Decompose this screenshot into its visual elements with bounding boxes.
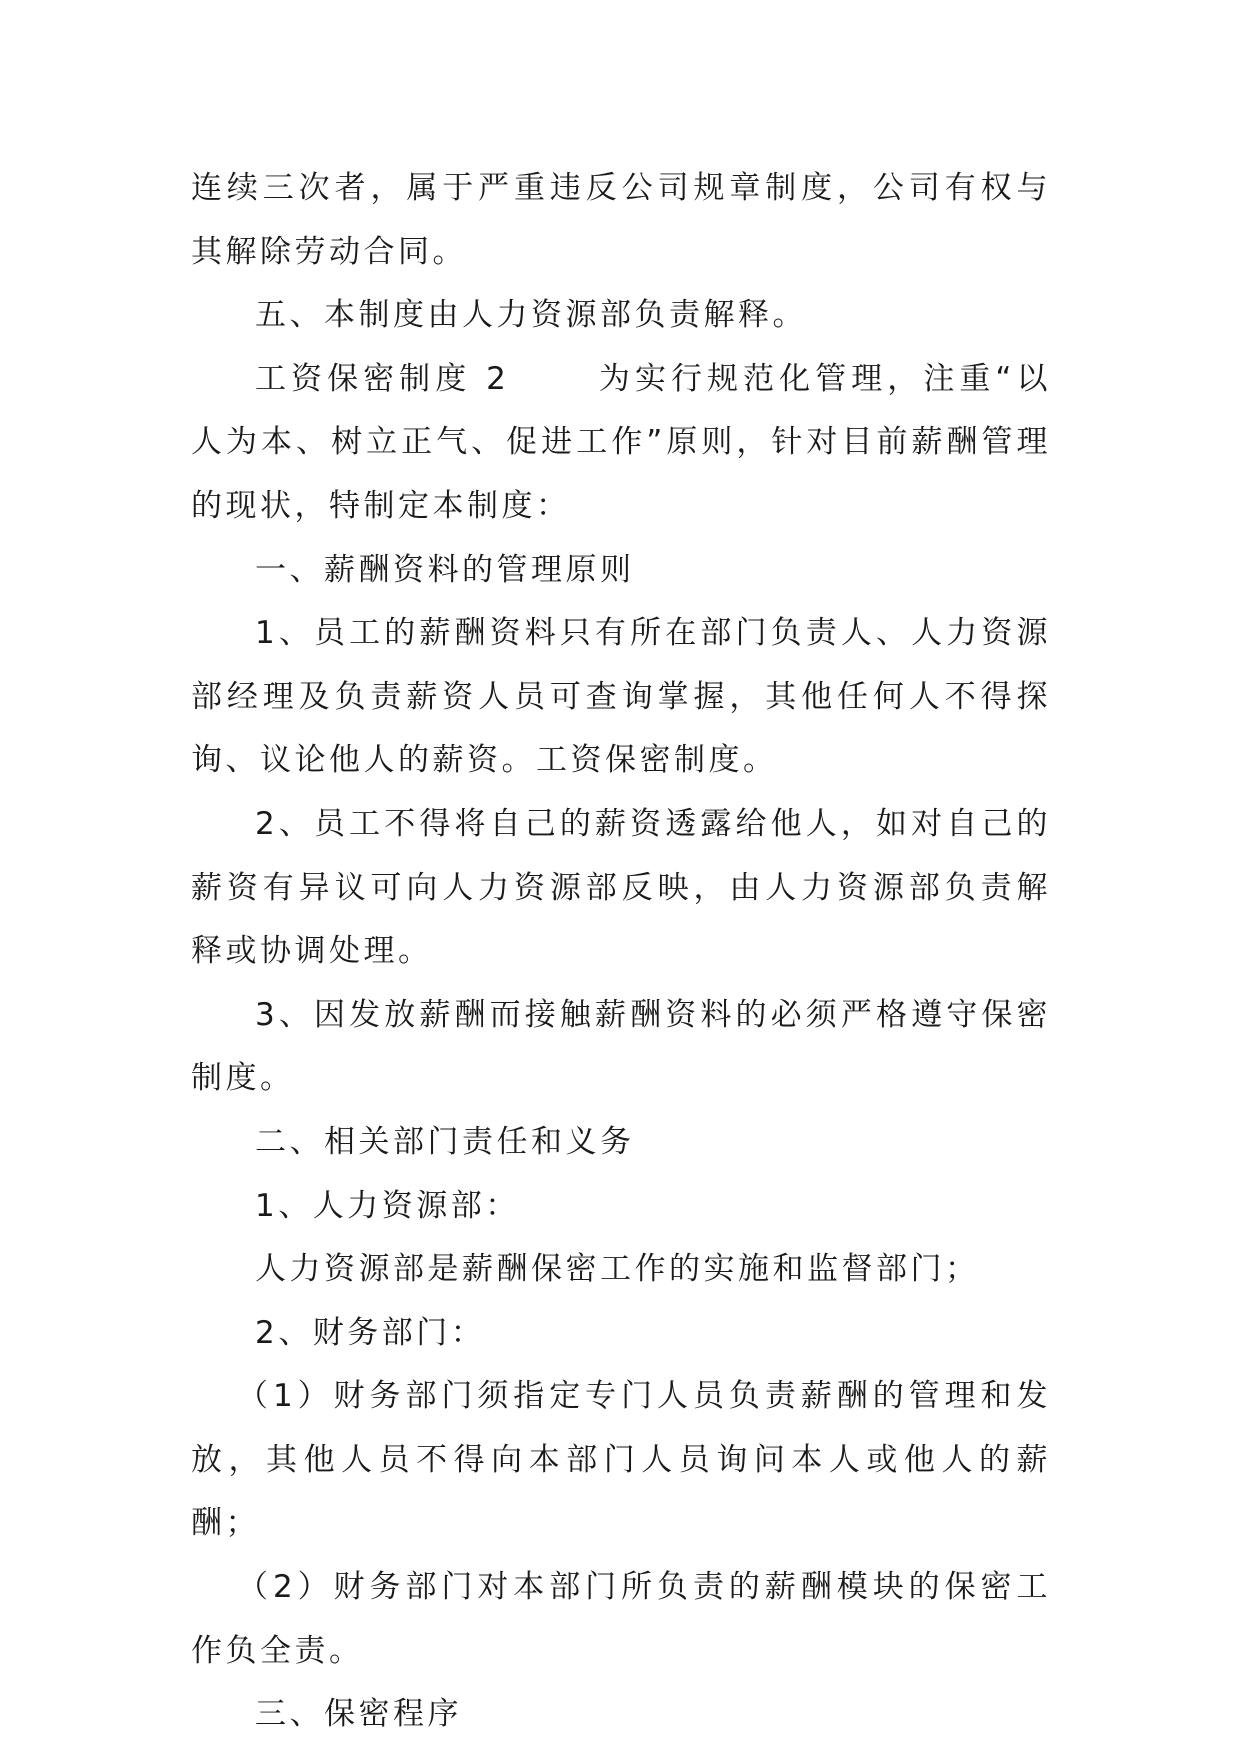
paragraph-intro [191, 348, 1051, 539]
paragraph-hr-role: 人力资源部是薪酬保密工作的实施和监督部门； [255, 1251, 980, 1288]
heading-responsibilities: 二、相关部门责任和义务 [255, 1123, 635, 1160]
paragraph-continuation: 连续三次者，属于严重违反公司规章制度，公司有权与其解除劳动合同。 [191, 170, 1051, 270]
paragraph-interpretation: 五、本制度由人力资源部负责解释。 [255, 297, 807, 334]
section-title: 工资保密制度 2 [255, 360, 510, 397]
intro-text: 为实行规范化管理，注重“以人为本、树立正气、促进工作”原则，针对目前薪酬管理的现状，特制定本制度： [191, 360, 1052, 524]
paragraph-principle-1: 1、员工的薪酬资料只有所在部门负责人、人力资源部经理及负责薪资人员可查询掌握，其他任何人不得探询、议论他人的薪资。工资保密制度。 [191, 615, 1051, 779]
heading-hr-department: 1、人力资源部： [255, 1187, 520, 1224]
heading-finance-department: 2、财务部门： [255, 1314, 486, 1351]
paragraph-principle-3: 3、因发放薪酬而接触薪酬资料的必须严格遵守保密制度。 [191, 996, 1051, 1097]
heading-confidentiality-procedure: 三、保密程序 [255, 1696, 462, 1733]
heading-management-principles: 一、薪酬资料的管理原则 [255, 551, 635, 588]
paragraph-finance-1: （1）财务部门须指定专门人员负责薪酬的管理和发放，其他人员不得向本部门人员询问本人或他人的薪酬； [191, 1378, 1051, 1542]
document-body [191, 157, 1051, 1747]
paragraph-principle-2: 2、员工不得将自己的薪资透露给他人，如对自己的薪资有异议可向人力资源部反映，由人力资源部负责解释或协调处理。 [191, 805, 1051, 970]
paragraph-finance-2: （2）财务部门对本部门所负责的薪酬模块的保密工作负全责。 [191, 1569, 1051, 1669]
